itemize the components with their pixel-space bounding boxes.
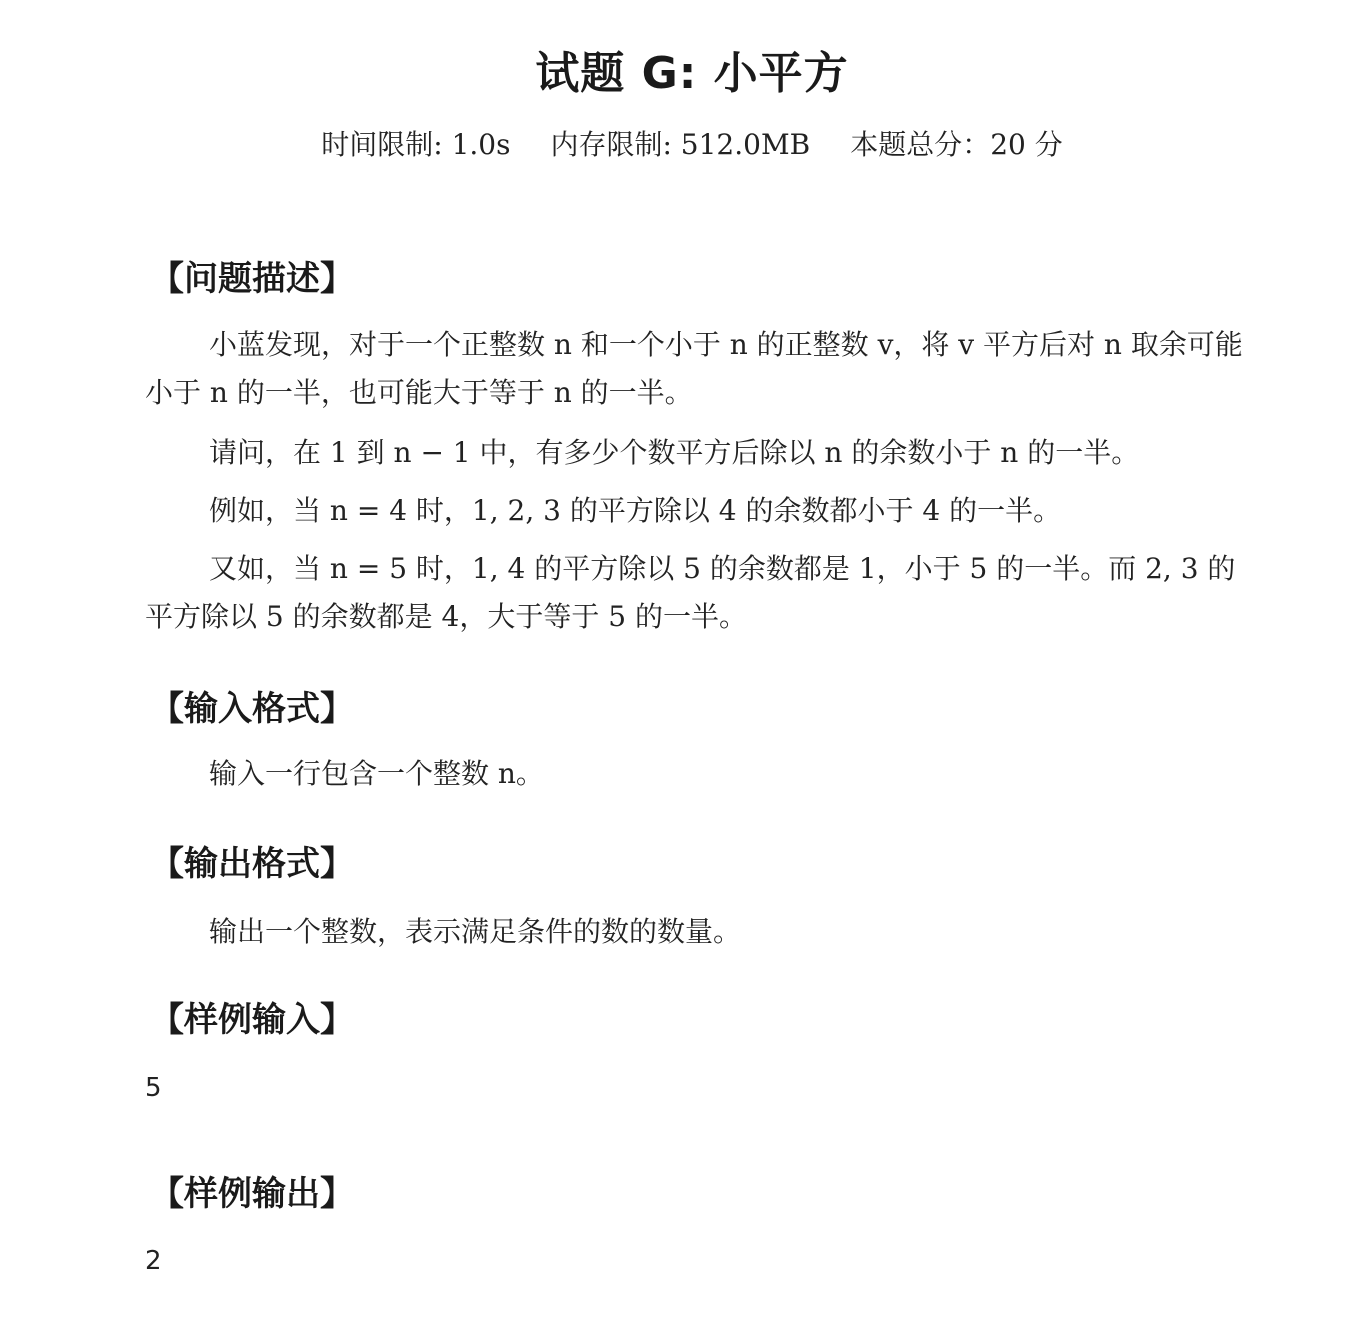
input-format-text: 输入一行包含一个整数 n。 <box>209 757 544 790</box>
output-format-heading: 【输出格式】 <box>150 844 354 884</box>
description-paragraph-4: 又如，当 n = 5 时，1, 4 的平方除以 5 的余数都是 1，小于 5 的一半。而 2, 3 的平方除以 5 的余数都是 4，大于等于 5 的一半。 <box>145 552 1236 633</box>
time-limit: 时间限制: 1.0s <box>321 128 511 161</box>
sample-input-heading: 【样例输入】 <box>150 1000 354 1040</box>
sample-output-heading: 【样例输出】 <box>150 1174 354 1214</box>
description-heading: 【问题描述】 <box>150 259 354 299</box>
output-format-text: 输出一个整数，表示满足条件的数的数量。 <box>209 915 742 948</box>
description-paragraph-1: 小蓝发现，对于一个正整数 n 和一个小于 n 的正整数 v，将 v 平方后对 n 取余可能小于 n 的一半，也可能大于等于 n 的一半。 <box>145 328 1243 409</box>
sample-output-value: 2 <box>145 1246 162 1276</box>
memory-limit: 内存限制: 512.0MB <box>550 128 811 161</box>
sample-input-value: 5 <box>145 1073 162 1103</box>
description-paragraph-2: 请问，在 1 到 n − 1 中，有多少个数平方后除以 n 的余数小于 n 的一半。 <box>209 436 1140 469</box>
input-format-heading: 【输入格式】 <box>150 689 354 729</box>
description-paragraph-3: 例如，当 n = 4 时，1, 2, 3 的平方除以 4 的余数都小于 4 的一半。 <box>209 494 1062 527</box>
page-title: 试题 G: 小平方 <box>535 48 849 99</box>
total-score: 本题总分：20 分 <box>850 128 1063 161</box>
problem-meta <box>0 125 1364 165</box>
